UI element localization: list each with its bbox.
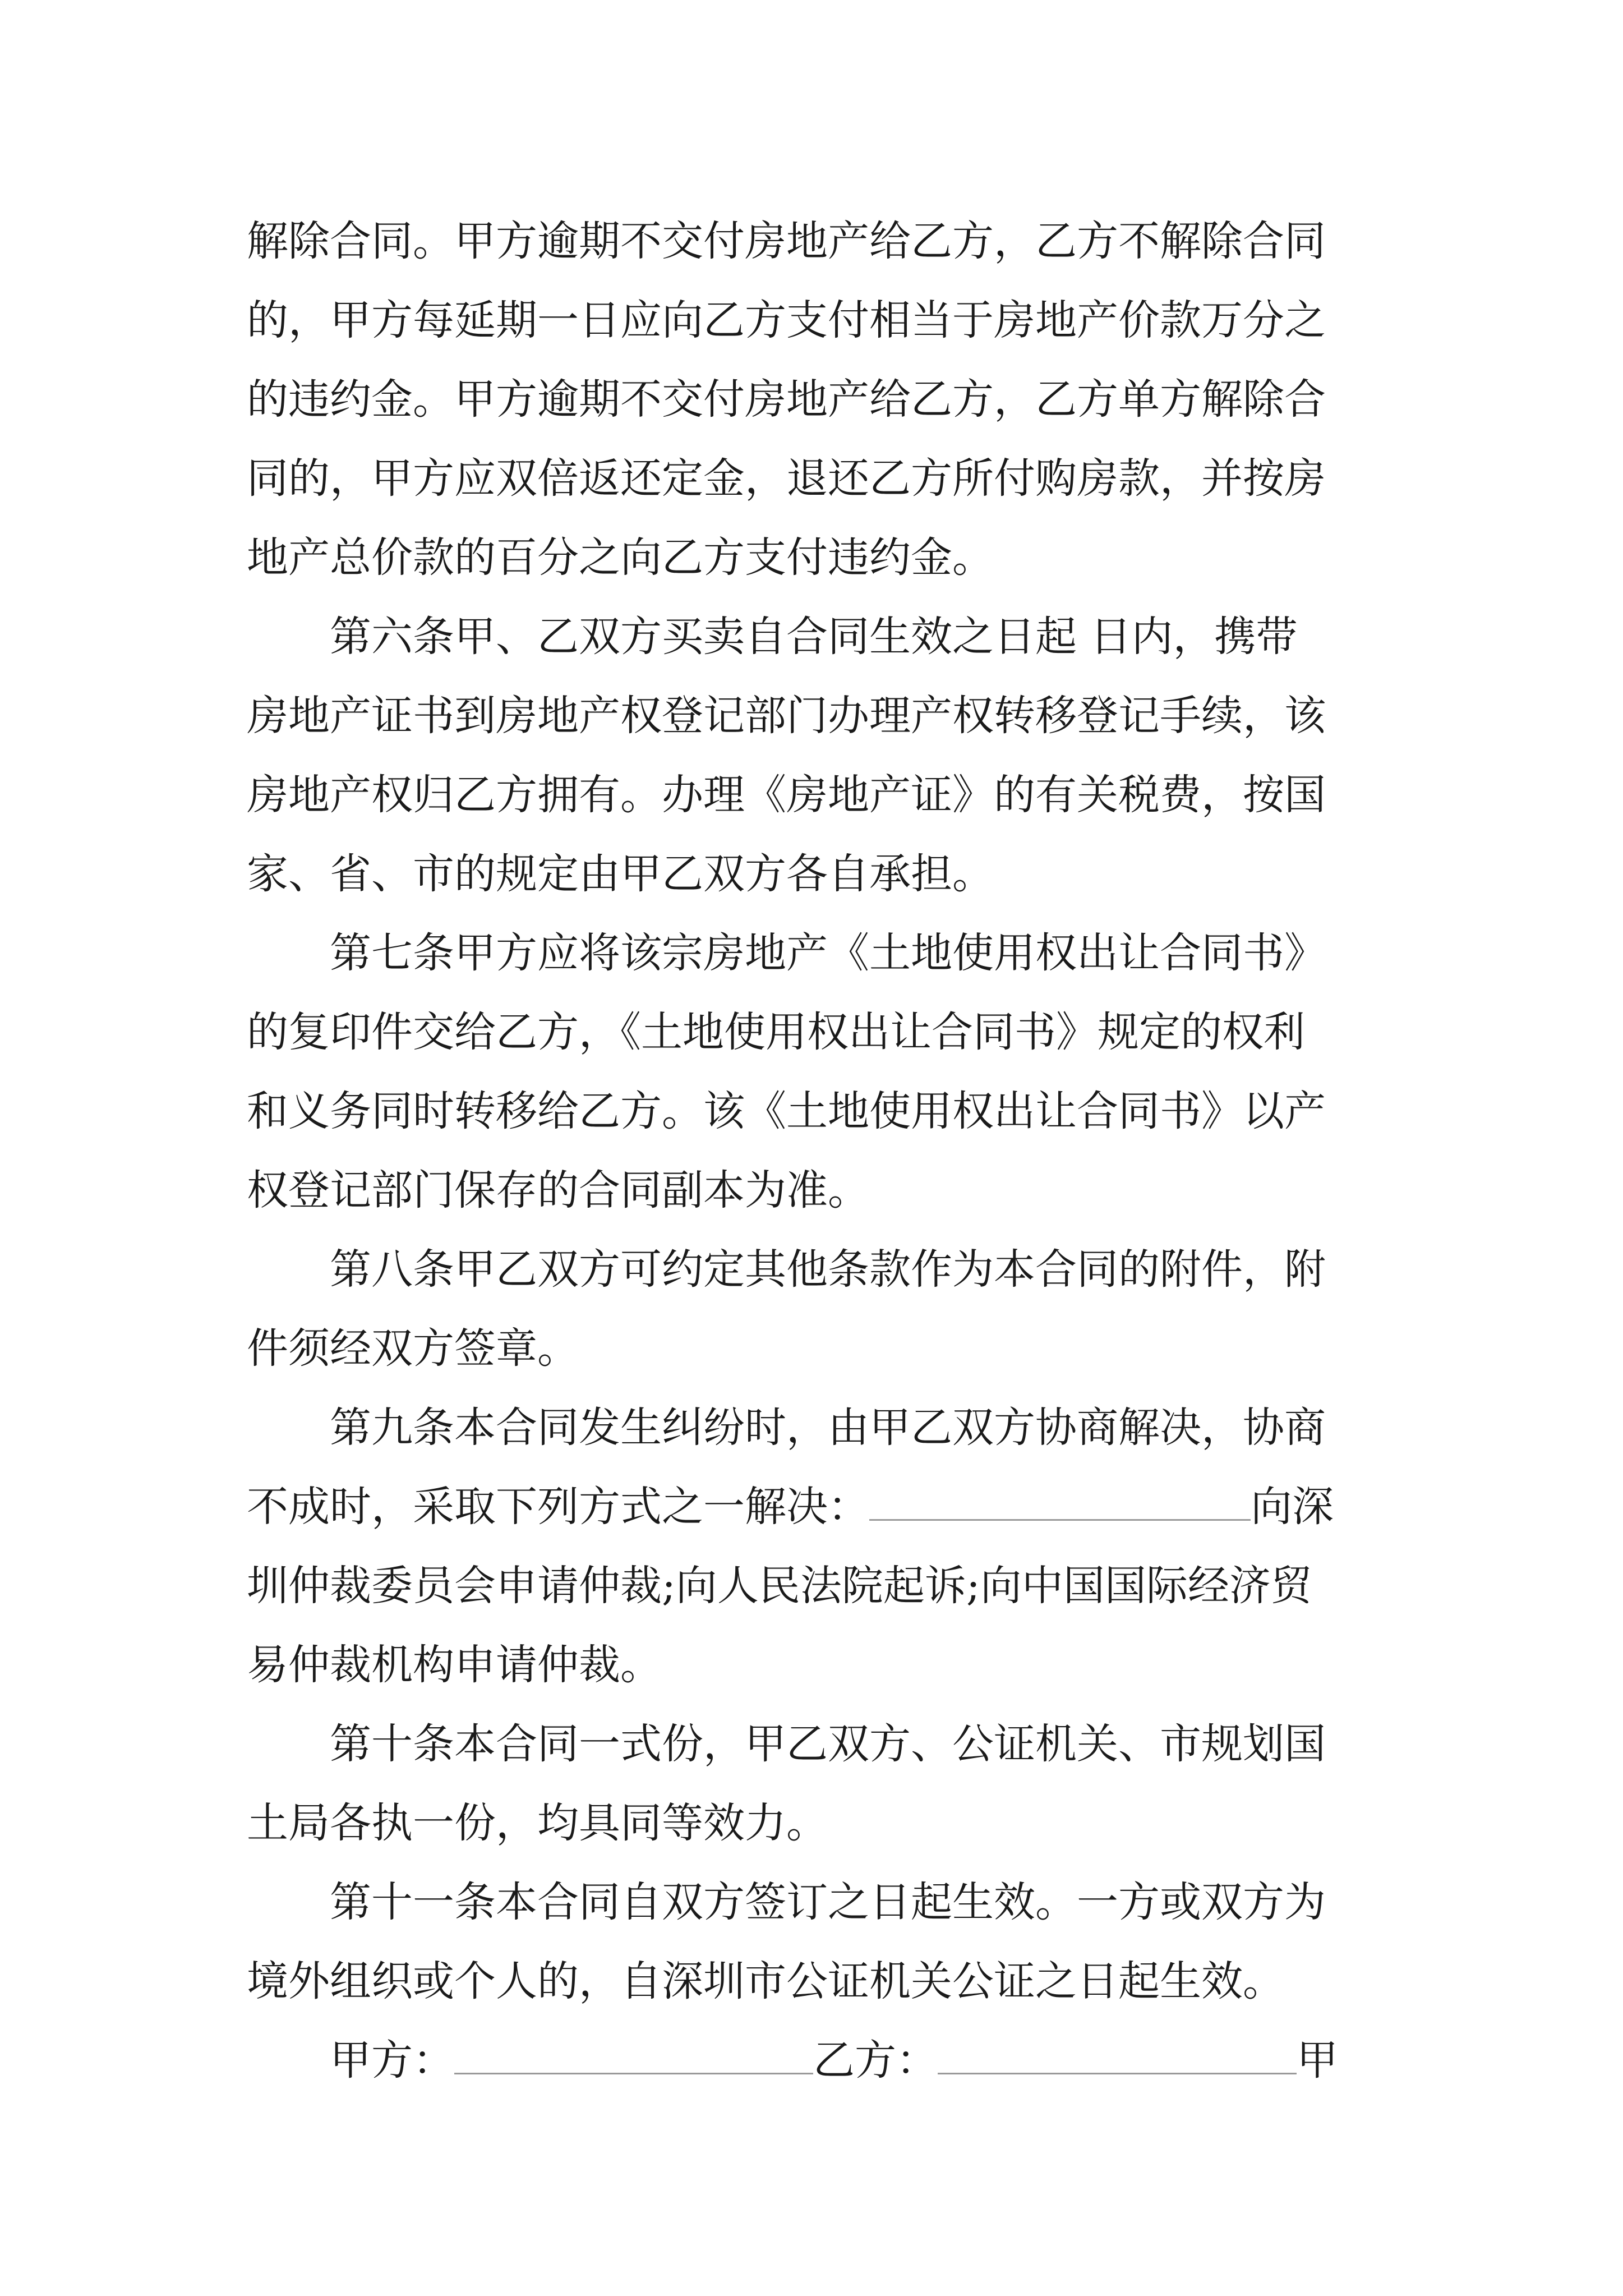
article-7-line: 第七条甲方应将该宗房地产《土地使用权出让合同书》 (330, 929, 1326, 977)
text-line: 地产总价款的百分之向乙方支付违约金。 (247, 533, 994, 582)
text-line: 件须经双方签章。 (247, 1324, 579, 1373)
dispute-option-text: 向深 (1251, 1483, 1334, 1531)
text-line: 的复印件交给乙方，《土地使用权出让合同书》规定的权利 (247, 1008, 1305, 1056)
text-line: 房地产证书到房地产权登记部门办理产权转移登记手续，该 (247, 692, 1326, 740)
text-line: 家、省、市的规定由甲乙双方各自承担。 (247, 850, 994, 898)
text-line: 权登记部门保存的合同副本为准。 (247, 1166, 869, 1214)
party-a-label: 甲方： (330, 2036, 454, 2085)
party-b-label: 乙方： (813, 2036, 938, 2085)
signature-line (247, 2021, 1391, 2100)
continuation-text: 甲 (1297, 2036, 1338, 2085)
text-line: 易仲裁机构申请仲裁。 (247, 1641, 662, 1689)
dispute-resolution-line (247, 1467, 1391, 1547)
text-line: 和义务同时转移给乙方。该《土地使用权出让合同书》以产 (247, 1087, 1326, 1135)
text-line: 土局各执一份，均具同等效力。 (247, 1799, 828, 1847)
dispute-resolution-text: 不成时，采取下列方式之一解决： (247, 1483, 869, 1531)
text-line: 解除合同。甲方逾期不交付房地产给乙方，乙方不解除合同 (247, 217, 1326, 265)
party-b-signature-blank (938, 2039, 1297, 2074)
dispute-method-blank (869, 1485, 1251, 1521)
article-8-line: 第八条甲乙双方可约定其他条款作为本合同的附件，附 (330, 1245, 1326, 1294)
document-page (247, 202, 1391, 2100)
text-line: 同的，甲方应双倍返还定金，退还乙方所付购房款，并按房 (247, 454, 1326, 503)
text-line: 的，甲方每延期一日应向乙方支付相当于房地产价款万分之 (247, 296, 1326, 344)
article-9-line: 第九条本合同发生纠纷时，由甲乙双方协商解决，协商 (330, 1404, 1326, 1452)
article-10-line: 第十条本合同一式份，甲乙双方、公证机关、市规划国 (330, 1720, 1326, 1768)
text-line: 的违约金。甲方逾期不交付房地产给乙方，乙方单方解除合 (247, 375, 1326, 424)
party-a-signature-blank (454, 2039, 813, 2074)
text-line: 境外组织或个人的，自深圳市公证机关公证之日起生效。 (247, 1957, 1284, 2005)
article-11-line: 第十一条本合同自双方签订之日起生效。一方或双方为 (330, 1878, 1326, 1926)
text-line: 房地产权归乙方拥有。办理《房地产证》的有关税费，按国 (247, 771, 1326, 819)
article-6-line: 第六条甲、乙双方买卖自合同生效之日起 日内，携带 (330, 613, 1298, 661)
text-line: 圳仲裁委员会申请仲裁;向人民法院起诉;向中国国际经济贸 (247, 1562, 1312, 1610)
